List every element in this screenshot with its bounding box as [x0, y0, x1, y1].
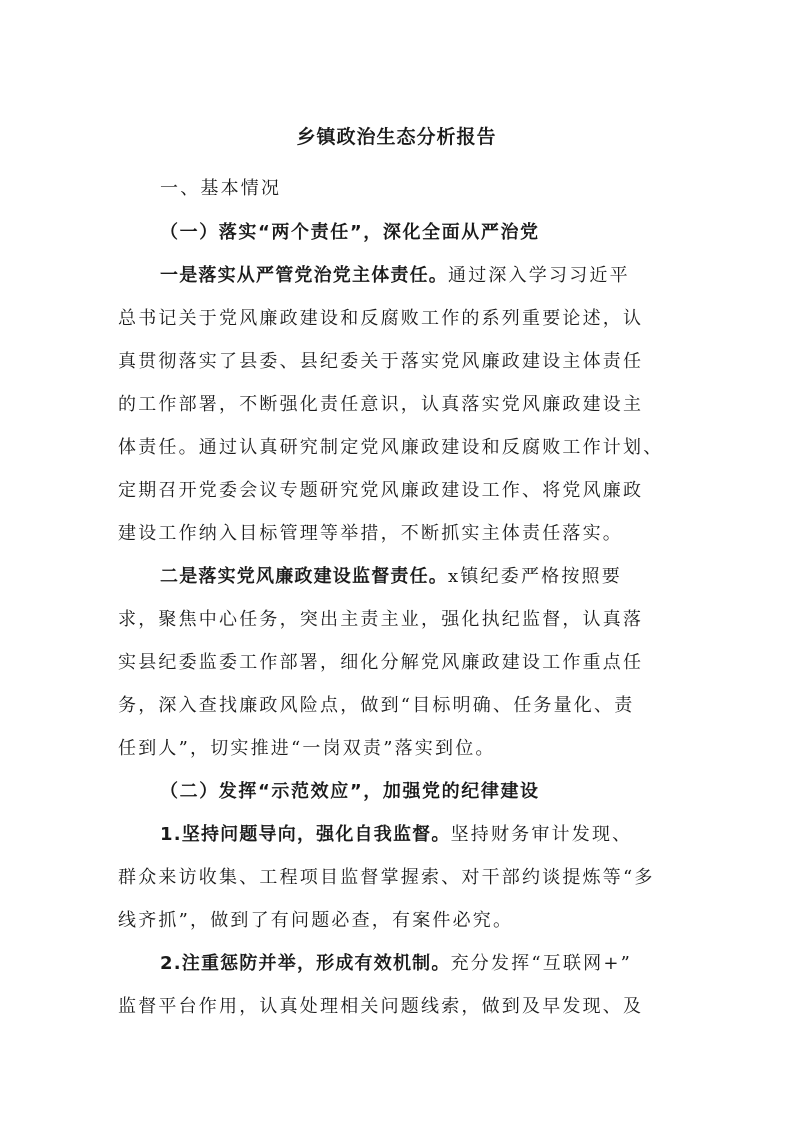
paragraph-line	[160, 952, 680, 976]
paragraph-line: 实县纪委监委工作部署，细化分解党风廉政建设工作重点任	[118, 652, 644, 673]
paragraph-lead: 1.坚持问题导向，强化自我监督。	[160, 824, 451, 845]
paragraph-line: 求，聚焦中心任务，突出主责主业，强化执纪监督，认真落	[118, 609, 644, 630]
paragraph-line: 监督平台作用，认真处理相关问题线索，做到及早发现、及	[118, 996, 644, 1017]
paragraph-line: 线齐抓”，做到了有问题必查，有案件必究。	[118, 910, 514, 931]
paragraph-line: 定期召开党委会议专题研究党风廉政建设工作、将党风廉政	[118, 480, 644, 501]
paragraph-line: 体责任。通过认真研究制定党风廉政建设和反腐败工作计划、	[118, 437, 664, 458]
paragraph-lead: 一是落实从严管党治党主体责任。	[160, 265, 448, 286]
paragraph-line	[160, 264, 680, 288]
paragraph-line: 任到人”，切实推进“一岗双责”落实到位。	[118, 738, 496, 759]
subsection-heading: （一）落实“两个责任”，深化全面从严治党	[160, 222, 540, 243]
section-heading: 一、基本情况	[160, 178, 282, 199]
paragraph-text: 充分发挥“互联网+”	[450, 953, 633, 974]
paragraph-line: 真贯彻落实了县委、县纪委关于落实党风廉政建设主体责任	[118, 351, 644, 372]
paragraph-line: 群众来访收集、工程项目监督掌握索、对干部约谈提炼等“多	[118, 867, 655, 888]
paragraph-line: 的工作部署，不断强化责任意识，认真落实党风廉政建设主	[118, 394, 644, 415]
subsection-heading: （二）发挥“示范效应”，加强党的纪律建设	[160, 781, 540, 802]
paragraph-lead: 二是落实党风廉政建设监督责任。	[160, 566, 448, 587]
paragraph-text: x镇纪委严格按照要	[448, 566, 622, 587]
paragraph-line: 建设工作纳入目标管理等举措，不断抓实主体责任落实。	[118, 523, 623, 544]
paragraph-line: 总书记关于党风廉政建设和反腐败工作的系列重要论述，认	[118, 308, 644, 329]
document-title: 乡镇政治生态分析报告	[296, 126, 497, 148]
paragraph-text: 通过深入学习习近平	[448, 265, 630, 286]
paragraph-line	[160, 565, 680, 589]
paragraph-line: 务，深入查找廉政风险点，做到“目标明确、任务量化、责	[118, 695, 635, 716]
paragraph-lead: 2.注重惩防并举，形成有效机制。	[160, 953, 451, 974]
paragraph-text: 坚持财务审计发现、	[450, 824, 633, 845]
paragraph-line	[160, 823, 680, 847]
